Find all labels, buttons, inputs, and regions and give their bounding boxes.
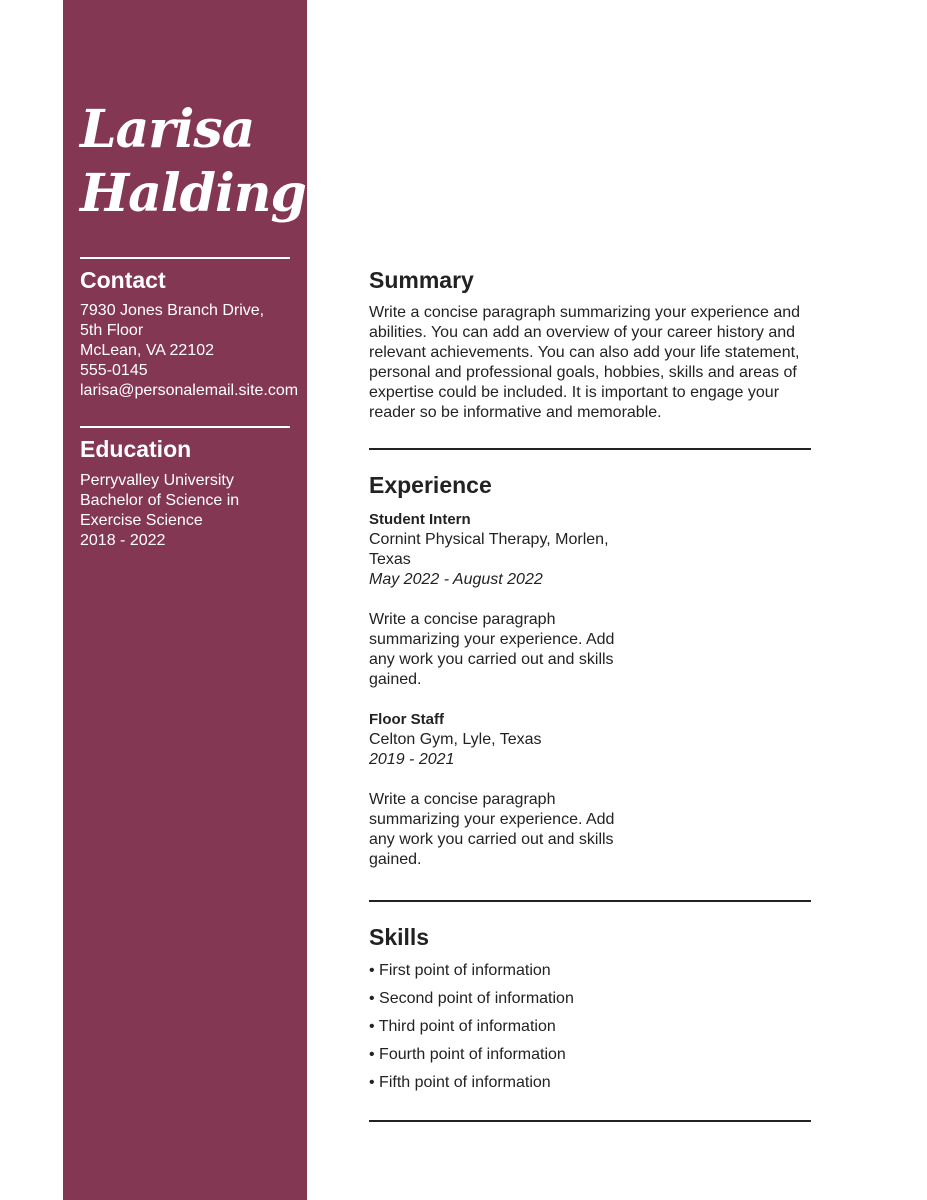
divider: [80, 426, 290, 428]
skill-item: • Fifth point of information: [369, 1074, 551, 1091]
job-entry: [369, 710, 627, 870]
sidebar: [63, 0, 307, 1200]
divider: [369, 1120, 811, 1122]
skills-heading: Skills: [369, 924, 430, 950]
summary-line: relevant achievements. You can also add your life statement,: [369, 344, 800, 361]
last-name: Halding: [80, 163, 306, 224]
skill-item: • Fourth point of information: [369, 1046, 566, 1063]
job-company: Cornint Physical Therapy, Morlen, Texas: [369, 531, 609, 568]
skill-item: • Second point of information: [369, 990, 574, 1007]
job-title: Floor Staff: [369, 711, 444, 728]
job-description: Write a concise paragraph summarizing your experience. Add any work you carried out and skills gained.: [369, 791, 615, 868]
address-line: 7930 Jones Branch Drive,: [80, 302, 265, 319]
education-heading: Education: [80, 436, 192, 462]
school: Perryvalley University: [80, 472, 234, 489]
divider: [80, 257, 290, 259]
degree: Bachelor of Science in: [80, 492, 240, 509]
job-company: Celton Gym, Lyle, Texas: [369, 731, 542, 748]
degree: Exercise Science: [80, 512, 203, 529]
contact-heading: Contact: [80, 267, 166, 293]
skill-item: • First point of information: [369, 962, 551, 979]
candidate-name: [80, 98, 306, 226]
skills-list: [369, 960, 574, 1100]
education-info: [80, 471, 239, 551]
summary-text: [369, 303, 800, 423]
job-title: Student Intern: [369, 511, 471, 528]
years: 2018 - 2022: [80, 532, 166, 549]
skill-item: • Third point of information: [369, 1018, 556, 1035]
first-name: Larisa: [80, 99, 255, 160]
experience-heading: Experience: [369, 472, 492, 498]
job-description: Write a concise paragraph summarizing your experience. Add any work you carried out and skills gained.: [369, 611, 615, 688]
summary-line: abilities. You can add an overview of your career history and: [369, 324, 796, 341]
summary-line: personal and professional goals, hobbies, skills and areas of: [369, 364, 797, 381]
summary-heading: Summary: [369, 267, 474, 293]
summary-line: reader so be informative and memorable.: [369, 404, 662, 421]
job-entry: [369, 510, 627, 690]
email: larisa@personalemail.site.com: [80, 382, 299, 399]
city-line: McLean, VA 22102: [80, 342, 215, 359]
divider: [369, 448, 811, 450]
phone: 555-0145: [80, 362, 148, 379]
job-dates: May 2022 - August 2022: [369, 571, 543, 588]
contact-info: [80, 301, 298, 401]
summary-line: expertise could be included. It is important to engage your: [369, 384, 780, 401]
summary-line: Write a concise paragraph summarizing your experience and: [369, 304, 801, 321]
address-line: 5th Floor: [80, 322, 144, 339]
divider: [369, 900, 811, 902]
job-dates: 2019 - 2021: [369, 751, 455, 768]
